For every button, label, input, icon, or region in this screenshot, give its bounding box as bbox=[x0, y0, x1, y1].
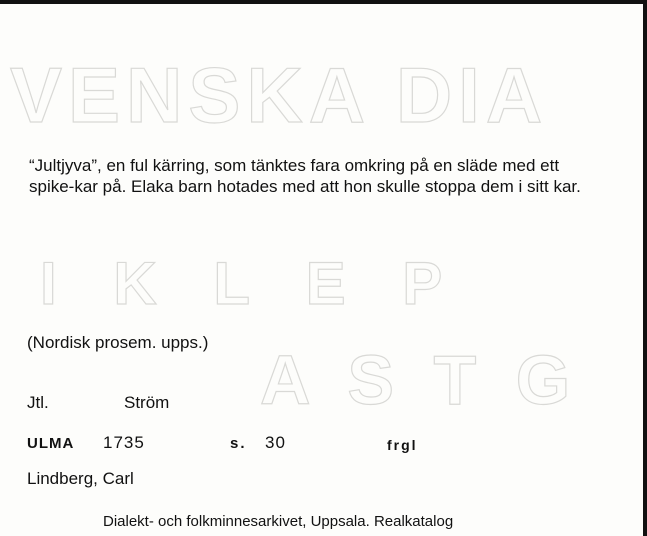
archive-footer: Dialekt- och folkminnesarkivet, Uppsala. Realkatalog bbox=[103, 513, 454, 530]
show-through-watermark bbox=[0, 4, 647, 536]
page-prefix: s. bbox=[230, 435, 247, 452]
svg-text:A S T G: A S T G bbox=[260, 341, 581, 419]
card-body-text: “Jultjyva”, en ful kärring, som tänktes fara omkring på en släde med ett spike-kar på. Elaka barn hotades med att hon skulle stoppa dem i sitt kar. bbox=[29, 156, 581, 196]
collector-name: Lindberg, Carl bbox=[27, 469, 134, 488]
source-note: (Nordisk prosem. upps.) bbox=[27, 333, 209, 352]
category-code: frgl bbox=[387, 437, 418, 453]
archive-number: 1735 bbox=[103, 433, 145, 452]
svg-text:VENSKA DIA: VENSKA DIA bbox=[10, 51, 549, 139]
archive-code: ULMA bbox=[27, 435, 75, 452]
page-number: 30 bbox=[265, 433, 286, 452]
svg-text:I K L E P: I K L E P bbox=[40, 250, 463, 317]
place-label: Ström bbox=[124, 393, 170, 412]
province-label: Jtl. bbox=[27, 393, 49, 412]
